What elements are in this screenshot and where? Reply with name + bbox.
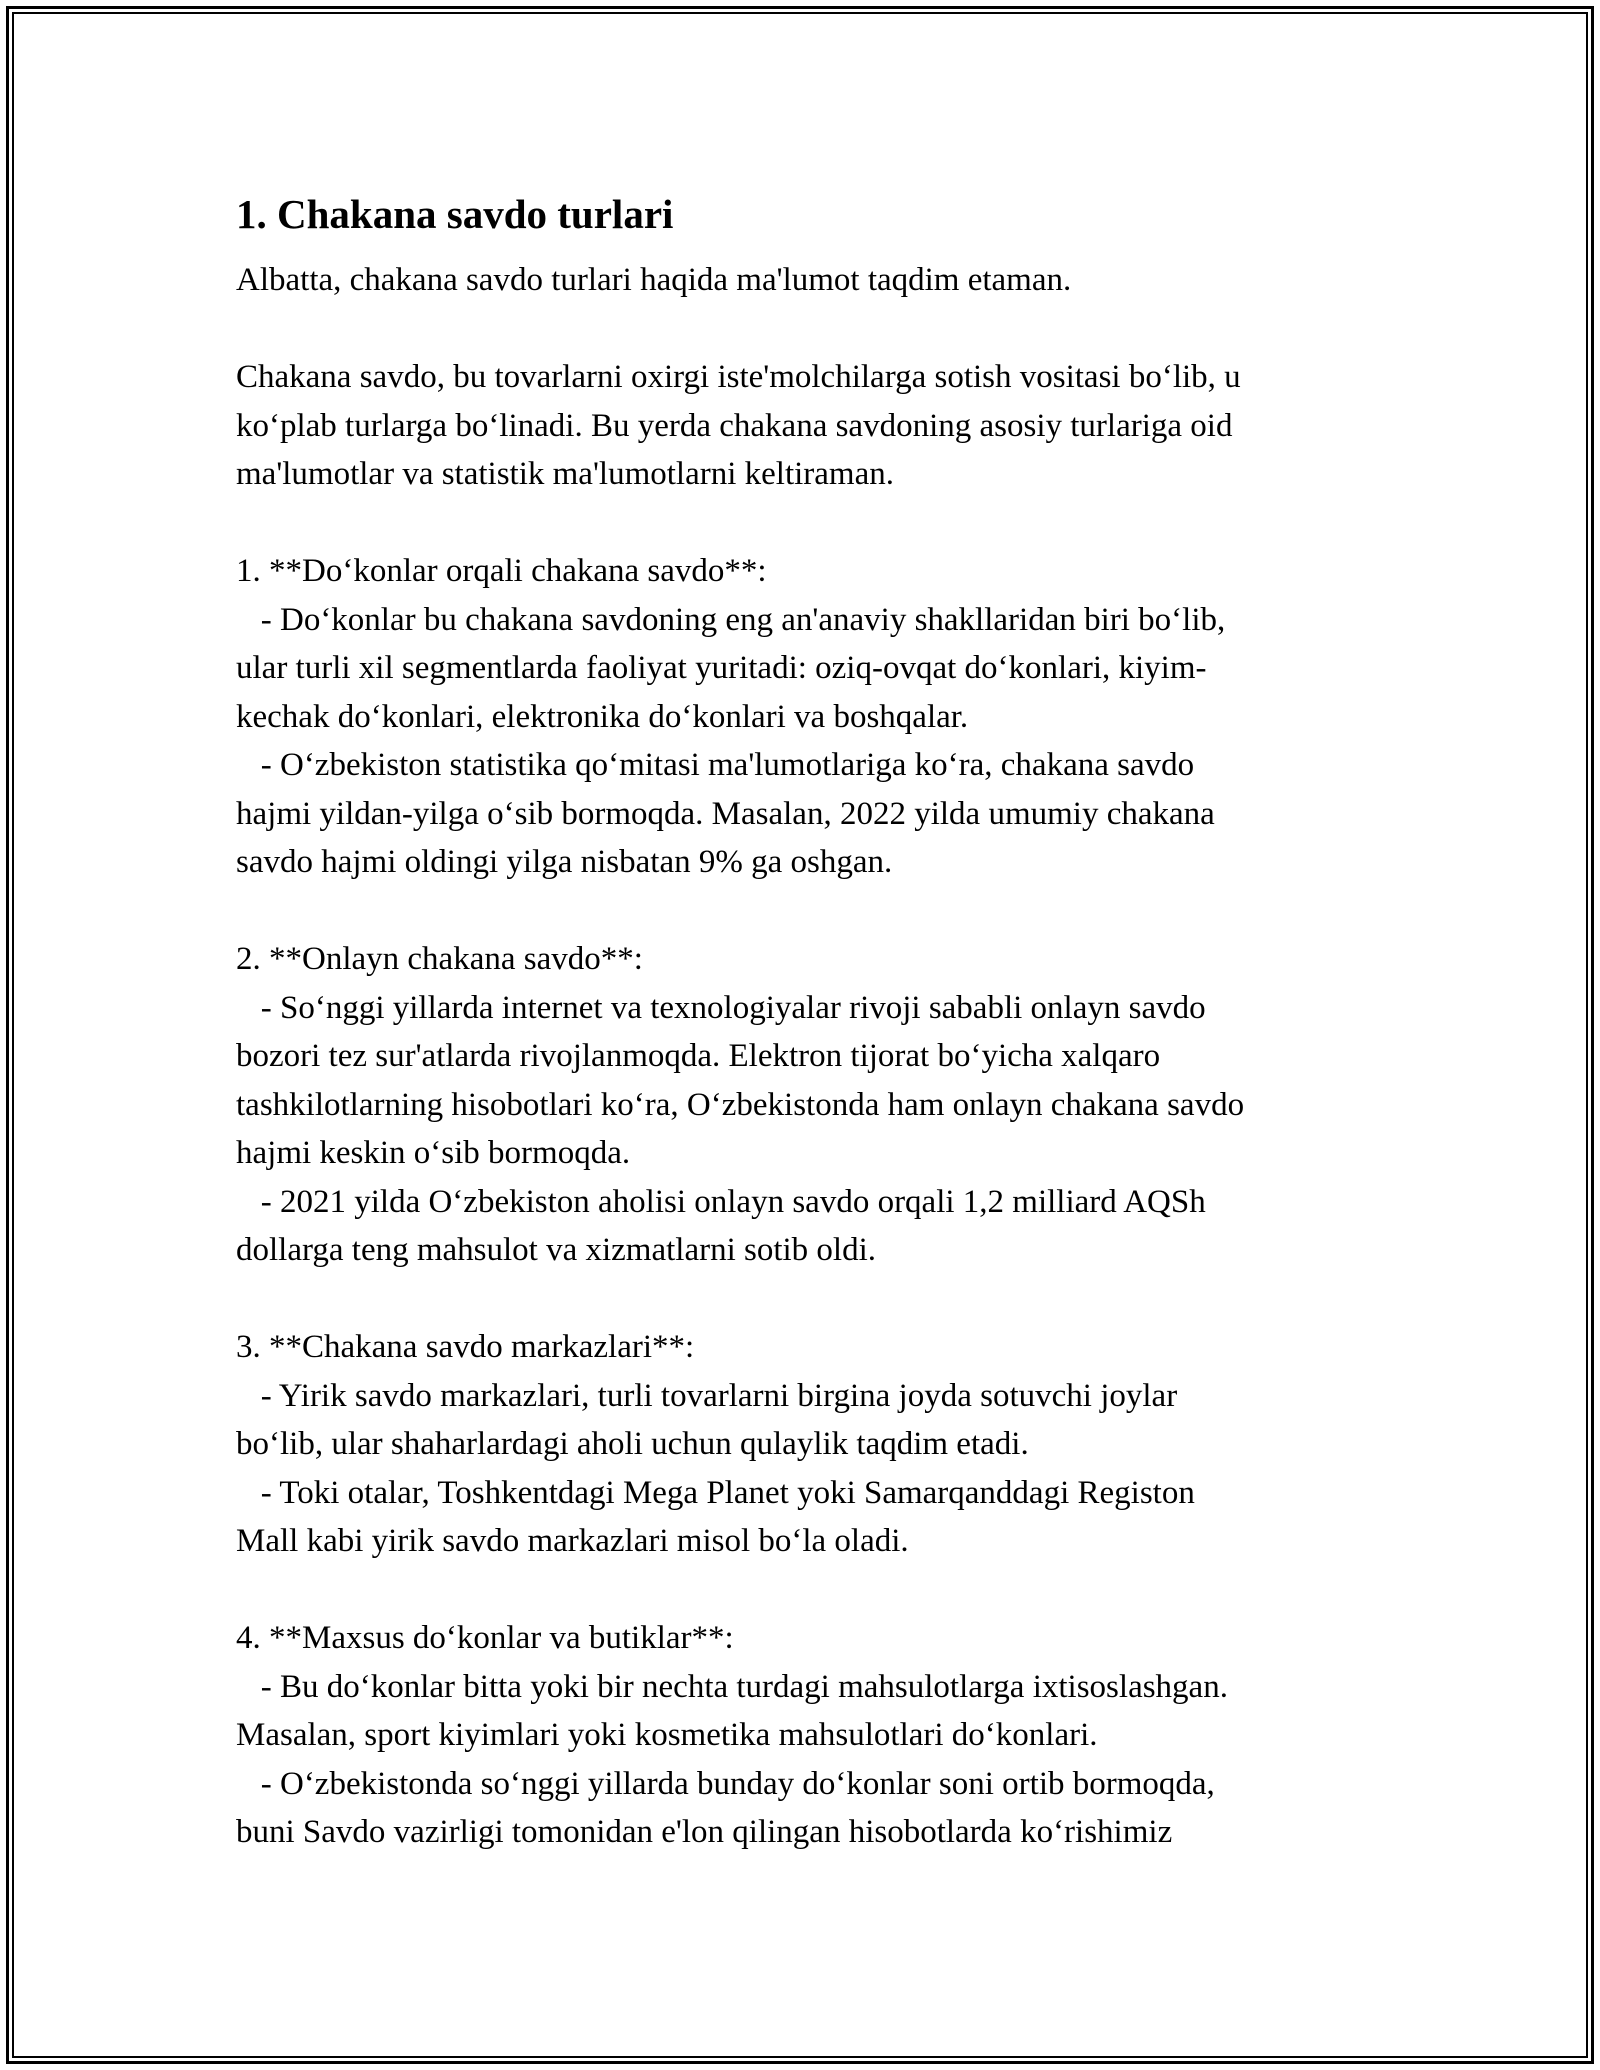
list-item-stores: 1. **Do‘konlar orqali chakana savdo**: - Do‘konlar bu chakana savdoning eng an'anaviy shakllaridan biri bo‘lib, ular turli xil segmentlarda faoliyat yuritadi: oziq-ovqat do‘konlari, kiyim- kechak do‘konlari, elektronika do‘konlari va boshqalar. - O‘zbekiston statistika qo‘mitasi ma'lumotlariga ko‘ra, chakana savdo hajmi yildan-yilga o‘sib bormoqda. Masalan, 2022 yilda umumiy chakana savdo hajmi oldingi yilga nisbatan 9% ga oshgan. [236,553,1226,880]
paragraph-gap [236,499,1366,548]
list-item-malls: 3. **Chakana savdo markazlari**: - Yirik savdo markazlari, turli tovarlarni birgina joyda sotuvchi joylar bo‘lib, ular shaharlardagi aholi uchun qulaylik taqdim etadi. - Toki otalar, Toshkentdagi Mega Planet yoki Samarqanddagi Registon Mall kabi yirik savdo markazlari misol bo‘la oladi. [236,1329,1195,1559]
document-body [236,186,1366,1857]
paragraph-gap [236,305,1366,354]
list-item-online: 2. **Onlayn chakana savdo**: - So‘nggi yillarda internet va texnologiyalar rivoji sababli onlayn savdo bozori tez sur'atlarda rivojlanmoqda. Elektron tijorat bo‘yicha xalqaro tashkilotlarning hisobotlari ko‘ra, O‘zbekistonda ham onlayn chakana savdo hajmi keskin o‘sib bormoqda. - 2021 yilda O‘zbekiston aholisi onlayn savdo orqali 1,2 milliard AQSh dollarga teng mahsulot va xizmatlarni sotib oldi. [236,941,1245,1268]
intro-paragraph: Albatta, chakana savdo turlari haqida ma'lumot taqdim etaman. [236,262,1072,298]
paragraph-gap [236,1275,1366,1324]
paragraph-gap [236,887,1366,936]
paragraph-gap [236,1566,1366,1615]
section-title: 1. Chakana savdo turlari [236,191,674,237]
definition-paragraph: Chakana savdo, bu tovarlarni oxirgi iste'molchilarga sotish vositasi bo‘lib, u ko‘plab turlarga bo‘linadi. Bu yerda chakana savdoning asosiy turlariga oid ma'lumotlar va statistik ma'lumotlarni keltiraman. [236,359,1241,492]
list-item-boutiques: 4. **Maxsus do‘konlar va butiklar**: - Bu do‘konlar bitta yoki bir nechta turdagi mahsulotlarga ixtisoslashgan. Masalan, sport kiyimlari yoki kosmetika mahsulotlari do‘konlari. - O‘zbekistonda so‘nggi yillarda bunday do‘konlar soni ortib bormoqda, buni Savdo vazirligi tomonidan e'lon qilingan hisobotlarda ko‘rishimiz [236,1620,1228,1850]
